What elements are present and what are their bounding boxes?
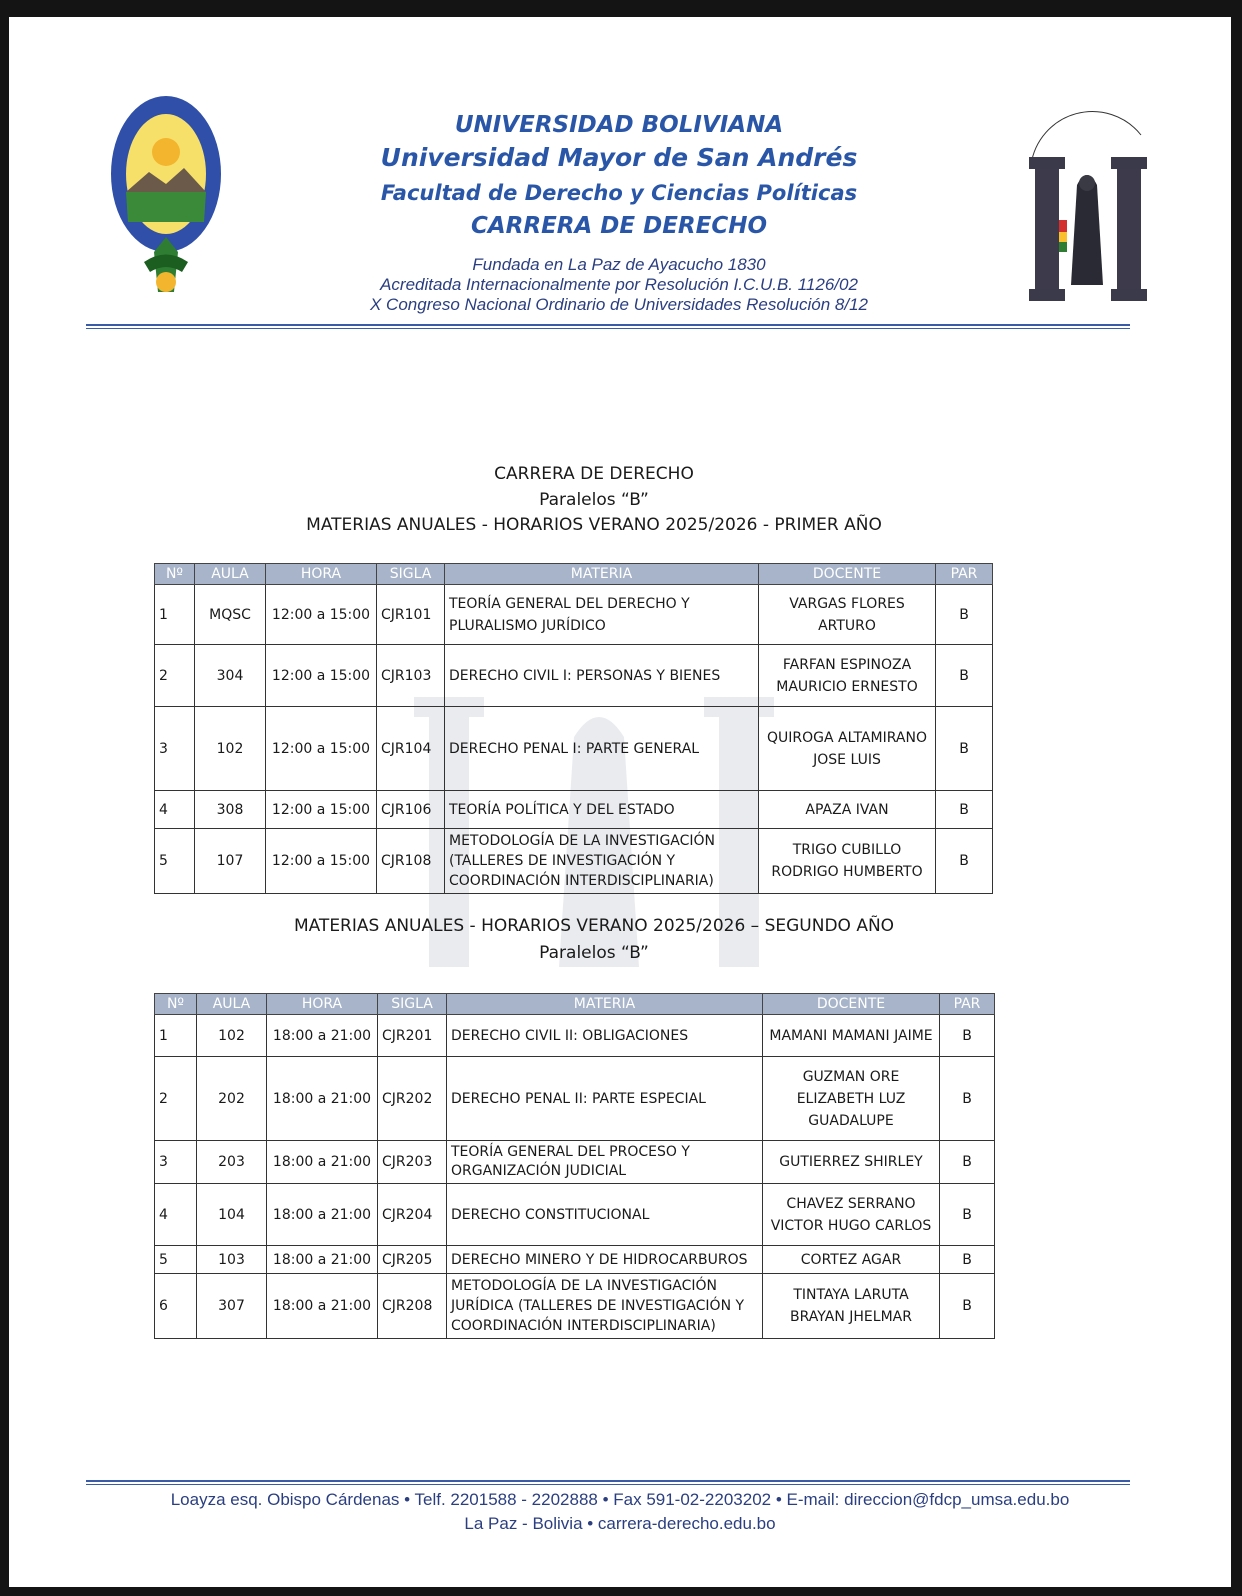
column-header: Nº xyxy=(155,564,195,585)
table-row xyxy=(155,1057,995,1141)
table-header-row xyxy=(155,564,993,585)
cell-hora: 18:00 a 21:00 xyxy=(267,1057,378,1141)
cell-aula: 308 xyxy=(195,791,266,829)
cell-n: 2 xyxy=(155,1057,197,1141)
cell-sigla: CJR104 xyxy=(377,707,445,791)
cell-sigla: CJR208 xyxy=(378,1274,447,1339)
cell-hora: 18:00 a 21:00 xyxy=(267,1184,378,1246)
header-rule xyxy=(86,324,1130,326)
cell-n: 5 xyxy=(155,1246,197,1274)
umsa-seal-logo xyxy=(104,92,229,307)
doc-title-5: Paralelos “B” xyxy=(539,943,649,963)
schedule-table-second-year xyxy=(154,993,995,1339)
cell-docente: VARGAS FLORES ARTURO xyxy=(759,585,936,645)
header-line-4: CARRERA DE DERECHO xyxy=(470,213,768,239)
cell-docente: GUTIERREZ SHIRLEY xyxy=(763,1141,940,1184)
cell-aula: 307 xyxy=(197,1274,267,1339)
cell-n: 4 xyxy=(155,1184,197,1246)
column-header: SIGLA xyxy=(378,994,447,1015)
table-row xyxy=(155,1015,995,1057)
footer-rule xyxy=(86,1480,1130,1482)
column-header: AULA xyxy=(195,564,266,585)
cell-sigla: CJR108 xyxy=(377,829,445,894)
header-sub-2: Acreditada Internacionalmente por Resolución I.C.U.B. 1126/02 xyxy=(380,275,858,294)
cell-materia: TEORÍA GENERAL DEL PROCESO Y ORGANIZACIÓN JUDICIAL xyxy=(447,1141,763,1184)
cell-n: 3 xyxy=(155,707,195,791)
cell-aula: 202 xyxy=(197,1057,267,1141)
cell-materia: DERECHO CIVIL I: PERSONAS Y BIENES xyxy=(445,645,759,707)
cell-sigla: CJR203 xyxy=(378,1141,447,1184)
header-line-1: UNIVERSIDAD BOLIVIANA xyxy=(454,112,784,138)
cell-aula: 203 xyxy=(197,1141,267,1184)
table-row xyxy=(155,645,993,707)
cell-sigla: CJR202 xyxy=(378,1057,447,1141)
cell-aula: 107 xyxy=(195,829,266,894)
cell-materia: TEORÍA POLÍTICA Y DEL ESTADO xyxy=(445,791,759,829)
cell-hora: 12:00 a 15:00 xyxy=(266,707,377,791)
footer-rule-thin xyxy=(86,1484,1130,1485)
column-header: Nº xyxy=(155,994,197,1015)
cell-materia: TEORÍA GENERAL DEL DERECHO Y PLURALISMO JURÍDICO xyxy=(445,585,759,645)
cell-materia: METODOLOGÍA DE LA INVESTIGACIÓN (TALLERES DE INVESTIGACIÓN Y COORDINACIÓN INTERDISCIPLINARIA) xyxy=(445,829,759,894)
cell-docente: TINTAYA LARUTA BRAYAN JHELMAR xyxy=(763,1274,940,1339)
cell-aula: 304 xyxy=(195,645,266,707)
cell-hora: 12:00 a 15:00 xyxy=(266,645,377,707)
column-header: PAR xyxy=(940,994,995,1015)
cell-docente: APAZA IVAN xyxy=(759,791,936,829)
cell-hora: 18:00 a 21:00 xyxy=(267,1246,378,1274)
table-row xyxy=(155,829,993,894)
cell-sigla: CJR201 xyxy=(378,1015,447,1057)
cell-par: B xyxy=(936,707,993,791)
table-row xyxy=(155,791,993,829)
cell-docente: FARFAN ESPINOZA MAURICIO ERNESTO xyxy=(759,645,936,707)
cell-hora: 18:00 a 21:00 xyxy=(267,1141,378,1184)
cell-materia: DERECHO PENAL I: PARTE GENERAL xyxy=(445,707,759,791)
cell-hora: 18:00 a 21:00 xyxy=(267,1015,378,1057)
table-row xyxy=(155,707,993,791)
cell-par: B xyxy=(936,829,993,894)
cell-n: 1 xyxy=(155,1015,197,1057)
cell-hora: 12:00 a 15:00 xyxy=(266,585,377,645)
cell-aula: 102 xyxy=(195,707,266,791)
cell-aula: MQSC xyxy=(195,585,266,645)
document-page xyxy=(9,17,1231,1587)
cell-par: B xyxy=(940,1015,995,1057)
column-header: SIGLA xyxy=(377,564,445,585)
cell-par: B xyxy=(940,1141,995,1184)
header-rule-thin xyxy=(86,328,1130,329)
cell-hora: 12:00 a 15:00 xyxy=(266,791,377,829)
doc-title-2: Paralelos “B” xyxy=(539,490,649,510)
cell-materia: DERECHO PENAL II: PARTE ESPECIAL xyxy=(447,1057,763,1141)
cell-docente: CHAVEZ SERRANO VICTOR HUGO CARLOS xyxy=(763,1184,940,1246)
doc-title-3: MATERIAS ANUALES - HORARIOS VERANO 2025/2026 - PRIMER AÑO xyxy=(306,515,882,535)
cell-docente: QUIROGA ALTAMIRANO JOSE LUIS xyxy=(759,707,936,791)
cell-n: 6 xyxy=(155,1274,197,1339)
cell-par: B xyxy=(936,791,993,829)
column-header: PAR xyxy=(936,564,993,585)
cell-sigla: CJR101 xyxy=(377,585,445,645)
carrera-derecho-logo xyxy=(1019,95,1154,345)
header-line-3: Facultad de Derecho y Ciencias Políticas xyxy=(380,181,858,205)
cell-docente: TRIGO CUBILLO RODRIGO HUMBERTO xyxy=(759,829,936,894)
cell-materia: METODOLOGÍA DE LA INVESTIGACIÓN JURÍDICA (TALLERES DE INVESTIGACIÓN Y COORDINACIÓN INTERDISCIPLINARIA) xyxy=(447,1274,763,1339)
table-row xyxy=(155,585,993,645)
column-header: HORA xyxy=(266,564,377,585)
table-header-row xyxy=(155,994,995,1015)
cell-docente: MAMANI MAMANI JAIME xyxy=(763,1015,940,1057)
column-header: DOCENTE xyxy=(763,994,940,1015)
cell-n: 4 xyxy=(155,791,195,829)
cell-sigla: CJR204 xyxy=(378,1184,447,1246)
cell-n: 1 xyxy=(155,585,195,645)
cell-aula: 102 xyxy=(197,1015,267,1057)
column-header: MATERIA xyxy=(445,564,759,585)
footer-location-line: La Paz - Bolivia • carrera-derecho.edu.bo xyxy=(464,1514,776,1533)
cell-docente: CORTEZ AGAR xyxy=(763,1246,940,1274)
column-header: HORA xyxy=(267,994,378,1015)
doc-title-4: MATERIAS ANUALES - HORARIOS VERANO 2025/2026 – SEGUNDO AÑO xyxy=(293,916,895,936)
table-row xyxy=(155,1246,995,1274)
table-row xyxy=(155,1184,995,1246)
cell-n: 5 xyxy=(155,829,195,894)
cell-sigla: CJR106 xyxy=(377,791,445,829)
cell-hora: 18:00 a 21:00 xyxy=(267,1274,378,1339)
cell-par: B xyxy=(940,1057,995,1141)
cell-par: B xyxy=(936,645,993,707)
column-header: DOCENTE xyxy=(759,564,936,585)
cell-par: B xyxy=(936,585,993,645)
header-line-2: Universidad Mayor de San Andrés xyxy=(380,143,858,172)
column-header: MATERIA xyxy=(447,994,763,1015)
cell-aula: 103 xyxy=(197,1246,267,1274)
cell-sigla: CJR205 xyxy=(378,1246,447,1274)
cell-n: 3 xyxy=(155,1141,197,1184)
cell-aula: 104 xyxy=(197,1184,267,1246)
cell-materia: DERECHO MINERO Y DE HIDROCARBUROS xyxy=(447,1246,763,1274)
cell-par: B xyxy=(940,1246,995,1274)
header-sub-3: X Congreso Nacional Ordinario de Universidades Resolución 8/12 xyxy=(370,295,868,314)
table-row xyxy=(155,1141,995,1184)
cell-sigla: CJR103 xyxy=(377,645,445,707)
table-row xyxy=(155,1274,995,1339)
column-header: AULA xyxy=(197,994,267,1015)
cell-docente: GUZMAN ORE ELIZABETH LUZ GUADALUPE xyxy=(763,1057,940,1141)
cell-par: B xyxy=(940,1274,995,1339)
doc-title-1: CARRERA DE DERECHO xyxy=(494,464,694,484)
cell-materia: DERECHO CONSTITUCIONAL xyxy=(447,1184,763,1246)
header-sub-1: Fundada en La Paz de Ayacucho 1830 xyxy=(472,255,766,274)
cell-materia: DERECHO CIVIL II: OBLIGACIONES xyxy=(447,1015,763,1057)
cell-par: B xyxy=(940,1184,995,1246)
footer-contact-line: Loayza esq. Obispo Cárdenas • Telf. 2201588 - 2202888 • Fax 591-02-2203202 • E-mail: direccion@fdcp_umsa.edu.bo xyxy=(170,1490,1070,1509)
cell-hora: 12:00 a 15:00 xyxy=(266,829,377,894)
schedule-table-first-year xyxy=(154,563,993,894)
cell-n: 2 xyxy=(155,645,195,707)
